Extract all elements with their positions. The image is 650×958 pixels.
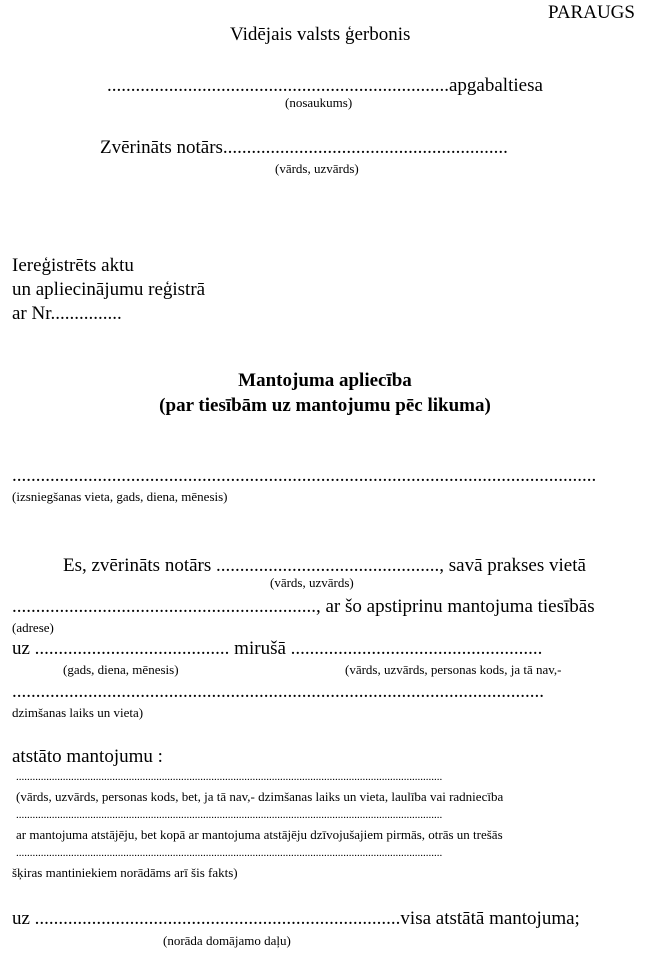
notary-line: Zvērināts notārs............................................................ <box>100 137 508 158</box>
heirs-caption-3: šķiras mantiniekiem norādāms arī šis fakts) <box>12 865 238 880</box>
statement-caption-3a: (gads, diena, mēnesis) <box>63 662 179 677</box>
registry-line-2: un apliecinājumu reģistrā <box>12 279 206 300</box>
statement-line-3: uz ......................................... mirušā ..................................................... <box>12 638 543 659</box>
registry-line-1: Iereģistrēts aktu <box>12 255 134 276</box>
share-caption: (norāda domājamo daļu) <box>163 933 291 948</box>
registry-number: ar Nr............... <box>12 303 122 324</box>
sample-label: PARAUGS <box>548 2 635 23</box>
statement-line-1: Es, zvērināts notārs ..............................................., savā prakses vietā <box>63 555 586 576</box>
heirs-dots-2: ........................................................................................................................................................... <box>16 809 443 821</box>
document-subtitle: (par tiesībām uz mantojumu pēc likuma) <box>159 395 491 416</box>
heirs-dots-1: ........................................................................................................................................................... <box>16 771 443 783</box>
statement-caption-2: (adrese) <box>12 620 54 635</box>
statement-caption-4: dzimšanas laiks un vieta) <box>12 705 144 720</box>
heirs-caption-2: ar mantojuma atstājēju, bet kopā ar mantojuma atstājēju dzīvojušajiem pirmās, otrās un trešās <box>16 827 503 842</box>
statement-caption-1: (vārds, uzvārds) <box>270 575 354 590</box>
share-line: uz .............................................................................visa atstātā mantojuma; <box>12 908 580 929</box>
statement-line-4: ................................................................................................................ <box>12 681 544 702</box>
heirs-caption-1: (vārds, uzvārds, personas kods, bet, ja tā nav,- dzimšanas laiks un vieta, laulība vai radniecība <box>16 789 504 804</box>
issuance-caption: (izsniegšanas vieta, gads, diena, mēnesis) <box>12 489 228 504</box>
statement-caption-3b: (vārds, uzvārds, personas kods, ja tā nav,- <box>345 662 562 677</box>
statement-line-2: ................................................................, ar šo apstiprinu mantojuma tiesībās <box>12 596 595 617</box>
coat-of-arms-caption: Vidējais valsts ģerbonis <box>230 24 411 45</box>
court-name-caption: (nosaukums) <box>285 95 353 110</box>
notary-caption: (vārds, uzvārds) <box>275 161 359 176</box>
heirs-label: atstāto mantojumu : <box>12 746 163 767</box>
issuance-line: ........................................................................................................................... <box>12 465 597 486</box>
heirs-dots-3: ........................................................................................................................................................... <box>16 847 443 859</box>
document-title: Mantojuma apliecība <box>238 370 412 391</box>
court-name-line: ........................................................................apgabaltiesa <box>107 75 543 96</box>
